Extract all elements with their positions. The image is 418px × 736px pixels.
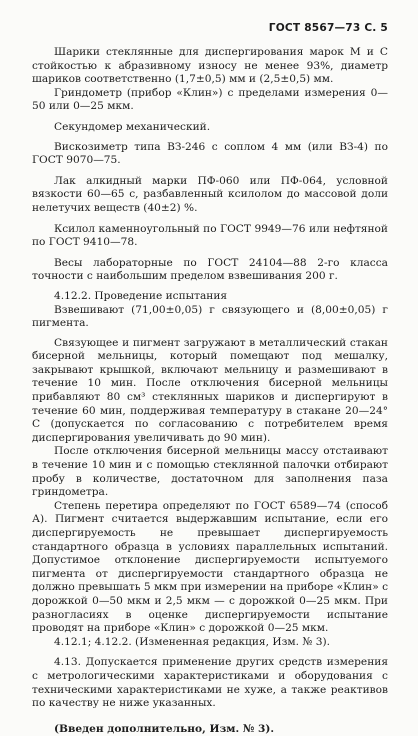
paragraph-settling: После отключения бисерной мельницы массу отстаивают в течение 10 мин и с помощью стеклянной палочки отбирают пробу в количестве, достаточном для заполнения паза гриндометра.: [32, 445, 388, 499]
page-header: ГОСТ 8567—73 С. 5: [268, 22, 388, 34]
amendment-note-4-12: 4.12.1; 4.12.2. (Измененная редакция, Изм. № 3).: [54, 635, 330, 648]
paragraph-stopwatch: Секундомер механический.: [54, 120, 211, 133]
amendment-note-4-13: (Введен дополнительно, Изм. № 3).: [54, 722, 275, 735]
paragraph-4-13: 4.13. Допускается применение других средств измерения с метрологическими характеристиками и оборудования с техническими характеристиками не хуже, а также реактивов по качеству не ниже указанных.: [32, 656, 388, 710]
paragraph-glass-beads: Шарики стеклянные для диспергирования марок М и С стойкостью к абразивному износу не менее 93%, диаметр шариков соответственно (1,7±0,5) мм и (2,5±0,5) мм.: [32, 46, 388, 86]
paragraph-alkyd-varnish: Лак алкидный марки ПФ-060 или ПФ-064, условной вязкости 60—65 с, разбавленный ксилолом до массовой доли нелетучих веществ (40±2) %.: [32, 174, 388, 214]
paragraph-viscometer: Вискозиметр типа ВЗ-246 с соплом 4 мм (или ВЗ-4) по ГОСТ 9070—75.: [32, 140, 388, 167]
paragraph-mixing: Связующее и пигмент загружают в металлический стакан бисерной мельницы, который помещают под мешалку, закрывают крышкой, включают мельницу и размешивают в течение 10 мин. После отключения бисерной мельницы прибавляют 80 см³ стеклянных шариков и диспергируют в течение 60 мин, поддерживая температуру в стакане 20—24° С (допускается по согласованию с потребителем время диспергирования увеличивать до 90 мин).: [32, 336, 388, 444]
paragraph-scales: Весы лабораторные по ГОСТ 24104—88 2-го класса точности с наибольшим пределом взвешивания 200 г.: [32, 256, 388, 283]
paragraph-xylene: Ксилол каменноугольный по ГОСТ 9949—76 или нефтяной по ГОСТ 9410—78.: [32, 222, 388, 249]
paragraph-grindometer: Гриндометр (прибор «Клин») с пределами измерения 0—50 или 0—25 мкм.: [32, 86, 388, 113]
paragraph-weighing: Взвешивают (71,00±0,05) г связующего и (8,00±0,05) г пигмента.: [32, 303, 388, 330]
section-heading-test-procedure: 4.12.2. Проведение испытания: [54, 289, 228, 302]
paragraph-fineness: Степень перетира определяют по ГОСТ 6589—74 (способ А). Пигмент считается выдержавшим испытание, если его диспергируемость не превышает диспергируемость стандартного образца в условиях параллельных испытаний. Допустимое отклонение диспергируемости испытуемого пигмента от диспергируемости стандартного образца не должно превышать 5 мкм при измерении на приборе «Клин» с дорожкой 0—50 мкм и 2,5 мкм — с дорожкой 0—25 мкм. При разногласиях в оценке диспергируемости испытание проводят на приборе «Клин» с дорожкой 0—25 мкм.: [32, 499, 388, 635]
